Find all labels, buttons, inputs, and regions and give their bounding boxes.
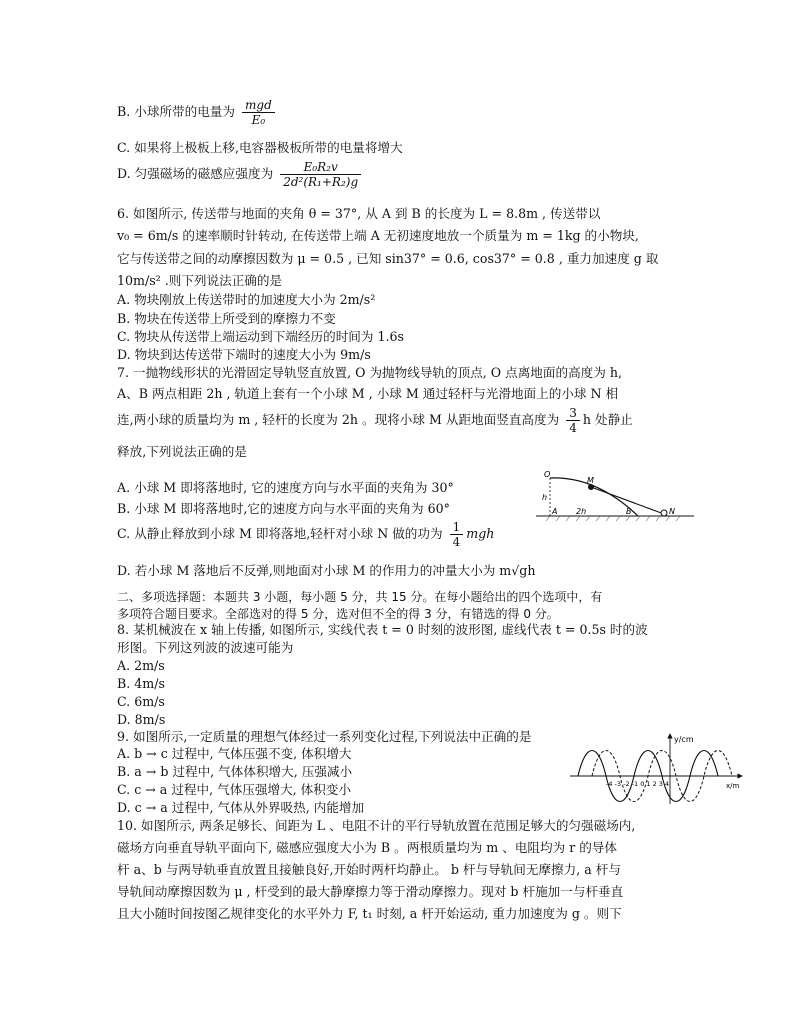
fraction-denominator: 4	[569, 421, 577, 435]
option-5b	[117, 98, 278, 127]
fraction-numerator: E₀R₂v	[280, 160, 361, 175]
option-5b-fraction	[242, 98, 275, 127]
q7-option-d: D. 若小球 M 落地后不反弹,则地面对小球 M 的作用力的冲量大小为 m√gh	[117, 563, 536, 578]
q7-option-a: A. 小球 M 即将落地时, 它的速度方向与水平面的夹角为 30°	[117, 480, 454, 495]
q9-option-b: B. a → b 过程中, 气体体积增大, 压强减小	[117, 764, 353, 779]
option-5d-label: D. 匀强磁场的磁感应强度为	[117, 166, 274, 181]
fraction-numerator: mgd	[242, 98, 275, 113]
label-b: B	[626, 507, 632, 516]
q7-option-b: B. 小球 M 即将落地时,它的速度方向与水平面的夹角为 60°	[117, 501, 450, 516]
label-o: O	[544, 470, 551, 479]
parabolic-track	[550, 478, 638, 516]
q8-line-2: 形图。下列这列波的波速可能为	[117, 640, 294, 655]
q7-line-1: 7. 一抛物线形状的光滑固定导轨竖直放置, O 为抛物线导轨的顶点, O 点离地面的高度为 h,	[117, 365, 622, 380]
q8-option-b: B. 4m/s	[117, 676, 165, 691]
q6-option-d: D. 物块到达传送带下端时的速度大小为 9m/s	[117, 347, 371, 362]
q6-option-a: A. 物块刚放上传送带时的加速度大小为 2m/s²	[117, 292, 376, 307]
y-axis-label: y/cm	[674, 735, 694, 744]
section-2-line-1: 二、多项选择题：本题共 3 小题，每小题 5 分，共 15 分。在每小题给出的四个选项中，有	[117, 590, 603, 604]
q8-option-c: C. 6m/s	[117, 694, 165, 709]
q10-line-1: 10. 如图所示, 两条足够长、间距为 L 、电阻不计的平行导轨放置在范围足够大的匀强磁场内,	[117, 818, 636, 833]
option-5d	[117, 160, 364, 189]
q7-track-diagram	[536, 470, 696, 522]
q10-line-5: 且大小随时间按图乙规律变化的水平外力 F, t₁ 时刻, a 杆开始运动, 重力加速度为 g 。则下	[117, 906, 622, 921]
q8-option-a: A. 2m/s	[117, 658, 165, 673]
q7-option-c-fraction	[450, 520, 464, 549]
q9-option-a: A. b → c 过程中, 气体压强不变, 体积增大	[117, 746, 352, 761]
label-n: N	[669, 507, 675, 516]
fraction-denominator: 2d²(R₁+R₂)g	[283, 175, 359, 189]
q6-line-4: 10m/s² .则下列说法正确的是	[117, 273, 283, 288]
q9-line-1: 9. 如图所示,一定质量的理想气体经过一系列变化过程,下列说法中正确的是	[117, 729, 532, 744]
fraction-numerator: 3	[566, 406, 580, 421]
q6-line-3: 它与传送带之间的动摩擦因数为 μ = 0.5 , 已知 sin37° = 0.6, cos37° = 0.8 , 重力加速度 g 取	[117, 251, 659, 266]
option-5c: C. 如果将上极板上移,电容器极板所带的电量将增大	[117, 140, 403, 155]
q6-option-b: B. 物块在传送带上所受到的摩擦力不变	[117, 311, 336, 326]
q10-line-2: 磁场方向垂直导轨平面向下, 磁感应强度大小为 B 。两根质量均为 m 、电阻均为 r 的导体	[117, 840, 618, 855]
q7-fraction	[566, 406, 580, 435]
q8-line-1: 8. 某机械波在 x 轴上传播, 如图所示, 实线代表 t = 0 时刻的波形图, 虚线代表 t = 0.5s 时的波	[117, 622, 648, 637]
q7-option-c-tail: mgh	[466, 526, 495, 541]
label-m: M	[587, 476, 594, 485]
q10-line-4: 导轨间动摩擦因数为 μ , 杆受到的最大静摩擦力等于滑动摩擦力。现对 b 杆施加一与杆垂直	[117, 884, 624, 899]
fraction-denominator: 4	[452, 535, 461, 549]
q9-option-c: C. c → a 过程中, 气体压强增大, 体积变小	[117, 782, 352, 797]
q6-line-1: 6. 如图所示, 传送带与地面的夹角 θ = 37°, 从 A 到 B 的长度为 L = 8.8m , 传送带以	[117, 206, 601, 221]
label-a: A	[552, 507, 558, 516]
ball-n	[661, 510, 667, 516]
q7-line-4: 释放,下列说法正确的是	[117, 444, 247, 459]
x-tick-labels: -4 -3 -2 -1 0 1 2 3 4	[606, 780, 670, 788]
option-5b-label: B. 小球所带的电量为	[117, 104, 236, 119]
q6-option-c: C. 物块从传送带上端运动到下端经历的时间为 1.6s	[117, 329, 404, 344]
q7-line-3	[117, 406, 633, 435]
q7-line-3-text: 连,两小球的质量均为 m , 轻杆的长度为 2h 。现将小球 M 从距地面竖直高度为	[117, 412, 560, 427]
q6-line-2: v₀ = 6m/s 的速率顺时针转动, 在传送带上端 A 无初速度地放一个质量为 m = 1kg 的小物块,	[117, 228, 639, 243]
ground-hatch	[546, 516, 680, 521]
section-2-line-2: 多项符合题目要求。全部选对的得 5 分，选对但不全的得 3 分，有错选的得 0 分。	[117, 607, 559, 621]
q7-line-2: A、B 两点相距 2h , 轨道上套有一个小球 M , 小球 M 通过轻杆与光滑地面上的小球 N 相	[117, 386, 619, 401]
q10-line-3: 杆 a、b 与两导轨垂直放置且接触良好,开始时两杆均静止。 b 杆与导轨间无摩擦力, a 杆与	[117, 862, 621, 877]
q9-option-d: D. c → a 过程中, 气体从外界吸热, 内能增加	[117, 800, 365, 815]
label-h: h	[542, 493, 548, 502]
q8-option-d: D. 8m/s	[117, 712, 166, 727]
wave-graph	[568, 730, 748, 806]
label-2h: 2h	[576, 507, 587, 516]
q7-line-3-tail: h 处静止	[582, 412, 633, 427]
option-5d-fraction	[280, 160, 361, 189]
fraction-numerator: 1	[450, 520, 464, 535]
q7-option-c-text: C. 从静止释放到小球 M 即将落地,轻杆对小球 N 做的功为	[117, 526, 443, 541]
x-axis-label: x/m	[726, 782, 740, 790]
fraction-denominator: E₀	[251, 113, 266, 127]
q7-option-c	[117, 520, 494, 549]
